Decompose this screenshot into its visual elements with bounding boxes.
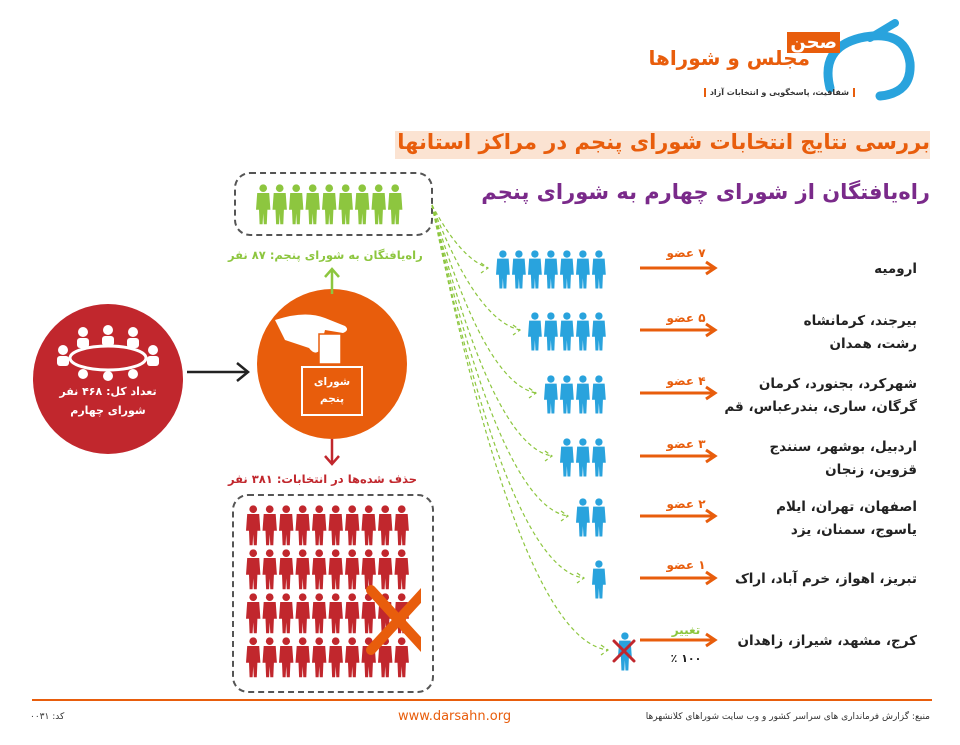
elected-person <box>560 250 574 288</box>
elected-person <box>576 250 590 288</box>
footer-divider <box>32 699 932 701</box>
row-members: ۴ عضو <box>666 374 706 388</box>
council-total-count: تعداد کل: ۴۶۸ نفر <box>59 385 157 398</box>
row-cities <box>737 630 917 653</box>
row-members: ۷ عضو <box>666 246 706 260</box>
elected-person <box>592 312 606 350</box>
survivors-label: راه‌یافتگان به شورای پنجم: ۸۷ نفر <box>228 248 423 262</box>
ballot-line2: پنجم <box>319 393 345 405</box>
elected-person <box>512 250 526 288</box>
logo-tagline: شفافیت، پاسخگویی و انتخابات آزاد <box>704 88 855 97</box>
elected-person <box>576 375 590 413</box>
row-cities-line1: شهرکرد، بجنورد، کرمان <box>758 376 917 392</box>
row-connector <box>432 205 536 393</box>
row-change-percent: ۱۰۰ ٪ <box>670 652 702 665</box>
row-cities-line1: تبریز، اهواز، خرم آباد، اراک <box>734 571 917 587</box>
elected-person <box>528 312 542 350</box>
row-cities <box>874 258 917 281</box>
row-cities <box>769 436 917 482</box>
elected-person <box>576 312 590 350</box>
row-connector <box>432 205 488 268</box>
elected-person <box>544 250 558 288</box>
row-cities-line2: رشت، همدان <box>829 336 917 352</box>
row-cities <box>776 496 917 542</box>
elected-person <box>560 438 574 476</box>
row-members: ۲ عضو <box>666 497 706 511</box>
row-cities-line1: اصفهان، تهران، ایلام <box>776 499 917 515</box>
row-members: ۱ عضو <box>666 558 706 572</box>
elected-person <box>560 375 574 413</box>
elected-person <box>592 438 606 476</box>
elected-person <box>576 498 590 536</box>
elected-person <box>576 438 590 476</box>
row-cities-line1: کرج، مشهد، شیراز، زاهدان <box>737 633 917 649</box>
row-members: ۵ عضو <box>666 311 706 325</box>
row-change-label: تغییر <box>671 623 701 637</box>
elected-person <box>560 312 574 350</box>
logo-brand: صحن <box>787 32 840 53</box>
elected-person <box>528 250 542 288</box>
source-text: منبع: گزارش فرمانداری های سراسر کشور و وب سایت شوراهای کلانشهرها <box>645 712 930 722</box>
elected-person <box>544 312 558 350</box>
row-connector-tip <box>561 511 568 521</box>
row-cities-line2: گرگان، ساری، بندرعباس، قم <box>724 399 917 415</box>
elected-person <box>592 498 606 536</box>
main-title: بررسی نتایج انتخابات شورای پنجم در مراکز استانها <box>397 130 930 154</box>
row-cities-line1: بیرجند، کرمانشاه <box>803 313 917 329</box>
row-cities <box>804 310 917 356</box>
website-link[interactable]: www.darsahn.org <box>398 709 512 724</box>
council-name: شورای چهارم <box>70 404 146 417</box>
removed-label: حذف شده‌ها در انتخابات: ۳۸۱ نفر <box>228 472 418 486</box>
row-cities <box>724 373 917 419</box>
ballot-line1: شورای <box>313 376 351 388</box>
row-cities-line1: اردبیل، بوشهر، سنندج <box>769 439 917 455</box>
code-text: کد: ۰۰۳۱ <box>30 712 65 722</box>
elected-person <box>592 560 606 598</box>
row-connector-tip <box>545 451 552 461</box>
elected-person <box>592 250 606 288</box>
row-cities <box>735 568 917 591</box>
row-cities-line2: یاسوج، سمنان، یزد <box>790 522 917 538</box>
elected-person <box>592 375 606 413</box>
row-cities-line1: ارومیه <box>874 261 917 277</box>
elected-person <box>496 250 510 288</box>
logo-title: مجلس و شوراها <box>648 46 810 70</box>
sub-title: راه‌یافتگان از شورای چهارم به شورای پنجم <box>481 180 930 204</box>
elected-person <box>544 375 558 413</box>
row-members: ۳ عضو <box>666 437 706 451</box>
row-cities-line2: قزوین، زنجان <box>825 462 917 478</box>
